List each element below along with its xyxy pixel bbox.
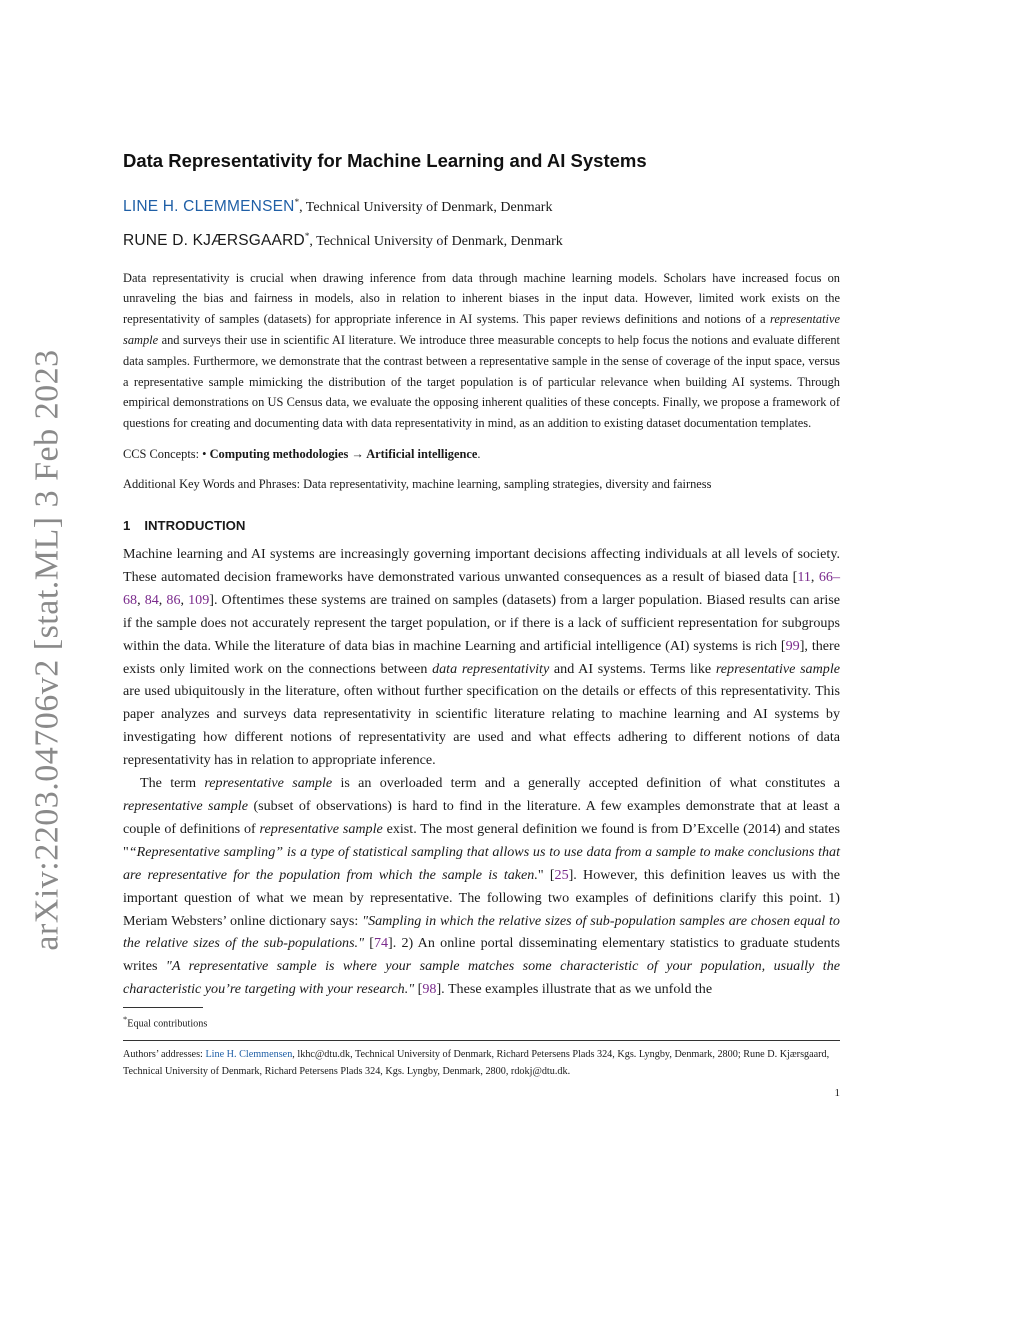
- arxiv-stamp: [29, 349, 66, 951]
- addresses-rule: [123, 1040, 840, 1041]
- abstract-text: and surveys their use in scientific AI literature. We introduce three measurable concepts to help focus the notions and evaluate different data samples. Furthermore, we demonstrate that the contrast between a representative sample in the sense of coverage of the input space, versus a representative sample mimicking the distribution of the target population is of particular relevance when building AI systems. Through empirical demonstrations on US Census data, we evaluate the opposing inherent qualities of these concepts. Finally, we propose a framework of questions for creating and documenting data with data representativity in mind, as an addition to existing dataset documentation templates.: [123, 333, 840, 431]
- footnote: [123, 1012, 840, 1031]
- body-emphasis: data representativity: [432, 660, 550, 677]
- ccs-term: Computing methodologies: [209, 447, 349, 462]
- author-addresses: [123, 1046, 840, 1080]
- author-sup: *: [294, 197, 300, 207]
- body-text: is an overloaded term and a generally accepted definition of what constitutes a: [332, 775, 840, 792]
- section-title: INTRODUCTION: [144, 518, 246, 534]
- author-link[interactable]: Line H. Clemmensen: [205, 1048, 293, 1060]
- section-number: 1: [123, 518, 131, 534]
- author-affiliation: , Technical University of Denmark, Denmark: [299, 199, 553, 215]
- body-emphasis: “Representative sampling” is a type of statistical sampling that allows us to use data from a sample to make conclusions that are representative for the population from which the sample is taken.: [123, 843, 840, 883]
- ccs-arrow: →: [348, 447, 367, 462]
- body-text: ]. These examples illustrate that as we unfold the: [436, 981, 713, 998]
- addresses-text: , lkhc@dtu.dk, Technical University of Denmark, Richard Petersens Plads 324, Kgs. Lyngby, Denmark, 2800; Rune D. Kjærsgaard, Technical University of Denmark, Richard Petersens Plads 324, Kgs. Lyngby, Denmark, 2800, rdokj@dtu.dk.: [123, 1048, 830, 1077]
- citation-link[interactable]: 25: [554, 866, 569, 883]
- abstract-text: Data representativity is crucial when drawing inference from data through machine learning models. Scholars have increased focus on unraveling the bias and fairness in models, also in relation to inherent biases in the input data. However, limited work exists on the representativity of samples (datasets) for appropriate inference in AI systems. This paper reviews definitions and notions of a: [123, 270, 840, 327]
- citation-link[interactable]: 84: [144, 591, 159, 608]
- abstract-emphasis: representative sample: [123, 312, 840, 348]
- body-text: ]. Oftentimes these systems are trained on samples (datasets) from a larger population. Biased results can arise if the sample does not accurately represent the target population, or if there is a lack of sufficient representation for subgroups within the data. While the literature of data bias in machine Learning and artificial intelligence (AI) systems is rich [: [123, 591, 841, 654]
- ccs-term: Artificial intelligence: [366, 447, 478, 462]
- body-text: Machine learning and AI systems are increasingly governing important decisions affecting individuals at all levels of society. These automated decision frameworks have demonstrated various unwanted consequences as a result of biased data [: [123, 546, 840, 585]
- body-emphasis: "A representative sample is where your sample matches some characteristic of your population, usually the characteristic you’re targeting with your research.": [123, 958, 840, 998]
- body-text: [: [364, 935, 374, 952]
- body-text: ]. However, this definition leaves us with the important question of what we mean by representative. The following two examples of definitions clarify this point. 1) Meriam Websters’ online dictionary says:: [123, 866, 840, 929]
- body-emphasis: representative sample: [259, 820, 383, 837]
- paper-title: Data Representativity for Machine Learning and AI Systems: [123, 150, 647, 171]
- body-text: [: [414, 981, 423, 998]
- ccs-end: .: [477, 447, 481, 462]
- body-text: are used ubiquitously in the literature, often without further specification on the details or effects of this representativity. This paper analyzes and surveys data representativity in scientific literature relating to machine learning and AI systems by investigating how different notions of representativity are used and what effects adhering to different notions of data representativity has in relation to appropriate inference.: [123, 683, 840, 769]
- author-name-link[interactable]: LINE H. CLEMMENSEN: [123, 197, 295, 215]
- citation-link[interactable]: 74: [373, 935, 389, 952]
- body-emphasis: representative sample: [123, 798, 248, 814]
- body-emphasis: representative sample: [204, 775, 333, 792]
- footnote-mark: *: [123, 1014, 128, 1025]
- body-emphasis: representative sample: [715, 660, 840, 677]
- body-text: ,: [180, 591, 189, 608]
- body-text: and AI systems. Terms like: [549, 660, 716, 677]
- addresses-label: Authors’ addresses:: [123, 1048, 206, 1060]
- section-heading: [123, 518, 840, 533]
- citation-link[interactable]: 99: [785, 637, 800, 654]
- author-line-1: [123, 188, 840, 222]
- paper-page: [123, 150, 840, 1099]
- body-text: ]. 2) An online portal disseminating elementary statistics to graduate students writes: [123, 935, 841, 975]
- body-text: ,: [158, 591, 167, 608]
- citation-link[interactable]: 66–68: [123, 568, 840, 608]
- intro-paragraph-1: [123, 543, 840, 772]
- author-line-2: [123, 222, 840, 256]
- author-sup: *: [304, 230, 310, 241]
- footnote-text: Equal contributions: [127, 1018, 208, 1030]
- body-text: " [: [537, 866, 555, 883]
- ccs-concepts: [123, 444, 840, 464]
- body-text: exist. The most general definition we found is from D’Excelle (2014) and states ": [123, 820, 840, 860]
- body-text: (subset of observations) is hard to find in the literature. A few examples demonstrate that at least a couple of definitions of: [123, 798, 841, 837]
- citation-link[interactable]: 86: [166, 591, 181, 608]
- citation-link[interactable]: 109: [188, 591, 210, 608]
- author-name: RUNE D. KJÆRSGAARD: [123, 231, 305, 249]
- abstract: [123, 268, 840, 434]
- page-number: 1: [834, 1086, 840, 1099]
- arxiv-stamp-text: arXiv:2203.04706v2 [stat.ML] 3 Feb 2023: [29, 349, 66, 951]
- author-affiliation: , Technical University of Denmark, Denmark: [309, 233, 563, 249]
- keywords: Additional Key Words and Phrases: Data representativity, machine learning, sampling strategies, diversity and fairness: [123, 477, 712, 492]
- citation-link[interactable]: 98: [422, 981, 437, 998]
- body-text: ], there exists only limited work on the connections between: [123, 637, 840, 677]
- intro-paragraph-2: [123, 772, 840, 1001]
- body-text: ,: [810, 568, 819, 585]
- body-text: The term: [140, 775, 205, 792]
- citation-link[interactable]: 11: [797, 568, 811, 585]
- body-text: ,: [137, 591, 145, 608]
- footnote-rule: [123, 1007, 203, 1008]
- body-emphasis: "Sampling in which the relative sizes of sub-population samples are chosen equal to the relative sizes of the sub-populations.": [123, 912, 840, 952]
- ccs-label: CCS Concepts: •: [123, 447, 210, 462]
